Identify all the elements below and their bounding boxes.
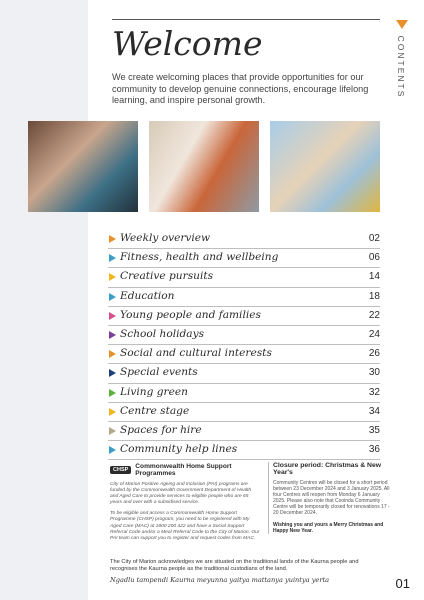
closure-info-block xyxy=(268,462,391,534)
triangle-bullet-icon xyxy=(109,389,116,397)
toc-item-label: Weekly overview xyxy=(120,232,211,244)
closure-wishes: Wishing you and yours a Merry Christmas and Happy New Year. xyxy=(273,521,384,534)
toc-item-page: 06 xyxy=(368,252,380,264)
triangle-bullet-icon xyxy=(109,350,116,358)
toc-item-label: Creative pursuits xyxy=(120,270,214,283)
toc-item[interactable] xyxy=(108,249,380,268)
toc-item-page: 32 xyxy=(368,386,380,398)
kaurna-statement: Ngadlu tampendi Kaurna meyunna yaitya mattanya yuintya yerta xyxy=(110,576,330,584)
toc-item-label: Community help lines xyxy=(120,443,238,456)
toc-item-label: School holidays xyxy=(120,327,205,340)
toc-item-page: 26 xyxy=(368,348,380,360)
triangle-bullet-icon xyxy=(109,235,116,243)
toc-item-page: 34 xyxy=(368,405,380,417)
chsp-info-block xyxy=(110,463,260,542)
toc-item[interactable] xyxy=(108,230,380,249)
chsp-paragraph: City of Marion Positive Ageing and Inclusion (PAI) programs are funded by the Commonwealth Government Department of Health and Aged Care to provide services to eligible people who are 65 years and over with a subsidised service. xyxy=(110,482,252,506)
contents-label: CONTENTS xyxy=(396,35,406,99)
toc-item-label: Education xyxy=(120,289,175,302)
top-rule xyxy=(112,19,380,20)
toc-item-page: 35 xyxy=(368,424,380,436)
triangle-bullet-icon xyxy=(109,369,116,377)
triangle-bullet-icon xyxy=(109,254,116,262)
triangle-bullet-icon xyxy=(109,427,116,435)
toc-item-label: Social and cultural interests xyxy=(120,347,272,360)
toc-item[interactable] xyxy=(108,422,380,441)
toc-item-page: 22 xyxy=(368,309,380,321)
triangle-bullet-icon xyxy=(109,293,116,301)
closure-body: Community Centres will be closed for a short period between 23 December 2024 and 3 January 2025. All four Centres will reopen from Monday 6 January 2025. Please also note that Cooinda Community Centre will be temporarily closed for renovations 17 - 20 December 2024. xyxy=(273,480,390,517)
toc-item[interactable] xyxy=(108,307,380,326)
triangle-bullet-icon xyxy=(109,408,116,416)
chsp-heading: Commonwealth Home Support Programmes xyxy=(135,463,232,477)
triangle-bullet-icon xyxy=(109,331,116,339)
toc-item[interactable] xyxy=(108,364,380,383)
triangle-bullet-icon xyxy=(109,446,116,454)
photo-toddler-playing xyxy=(270,121,380,212)
closure-heading: Closure period: Christmas & New Year's xyxy=(273,462,382,476)
toc-item[interactable] xyxy=(108,326,380,345)
toc-item-page: 24 xyxy=(368,328,380,340)
toc-item[interactable] xyxy=(108,384,380,403)
left-sidebar-band xyxy=(0,0,88,600)
toc-item-label: Spaces for hire xyxy=(120,423,202,436)
page-number: 01 xyxy=(395,576,410,591)
toc-item-label: Centre stage xyxy=(120,404,190,417)
toc-item-label: Living green xyxy=(120,385,188,398)
chsp-paragraph: To be eligible and access a Commonwealth Home Support Programme (CHSP) program, you need to be registered with My Aged Care (MAC) at 1800 200 422 and have a Social Support Referral Code and/or a Meal Referral Code to the City of Marion. Our PAI team can support you to register and request codes from MAC. xyxy=(110,511,260,541)
triangle-bullet-icon xyxy=(109,312,116,320)
toc-item-label: Special events xyxy=(120,366,198,379)
toc-item[interactable] xyxy=(108,345,380,364)
toc-item-page: 36 xyxy=(368,444,380,456)
toc-item-page: 14 xyxy=(368,271,380,283)
toc-item-page: 02 xyxy=(368,233,380,244)
toc-item[interactable] xyxy=(108,268,380,287)
table-of-contents xyxy=(108,230,380,460)
acknowledgement-text: The City of Marion acknowledges we are situated on the traditional lands of the Kaurna people and recognises the Kaurna people as the traditional custodians of the land. xyxy=(110,559,359,573)
contents-tab[interactable] xyxy=(392,18,412,118)
toc-item[interactable] xyxy=(108,403,380,422)
page-title: Welcome xyxy=(112,24,263,63)
intro-text: We create welcoming places that provide opportunities for our community to develop genuine connections, encourage lifelong learning, and inspire personal growth. xyxy=(112,72,369,105)
toc-item-page: 30 xyxy=(368,367,380,379)
contents-triangle-icon xyxy=(396,20,408,29)
chsp-badge: CHSP xyxy=(110,466,131,474)
photo-smiling-woman xyxy=(28,121,138,212)
toc-item-page: 18 xyxy=(368,290,380,302)
toc-item-label: Fitness, health and wellbeing xyxy=(120,251,279,264)
toc-item-label: Young people and families xyxy=(120,308,261,321)
toc-item[interactable] xyxy=(108,441,380,460)
photo-two-women-reading xyxy=(149,121,259,212)
toc-item[interactable] xyxy=(108,288,380,307)
triangle-bullet-icon xyxy=(109,273,116,281)
